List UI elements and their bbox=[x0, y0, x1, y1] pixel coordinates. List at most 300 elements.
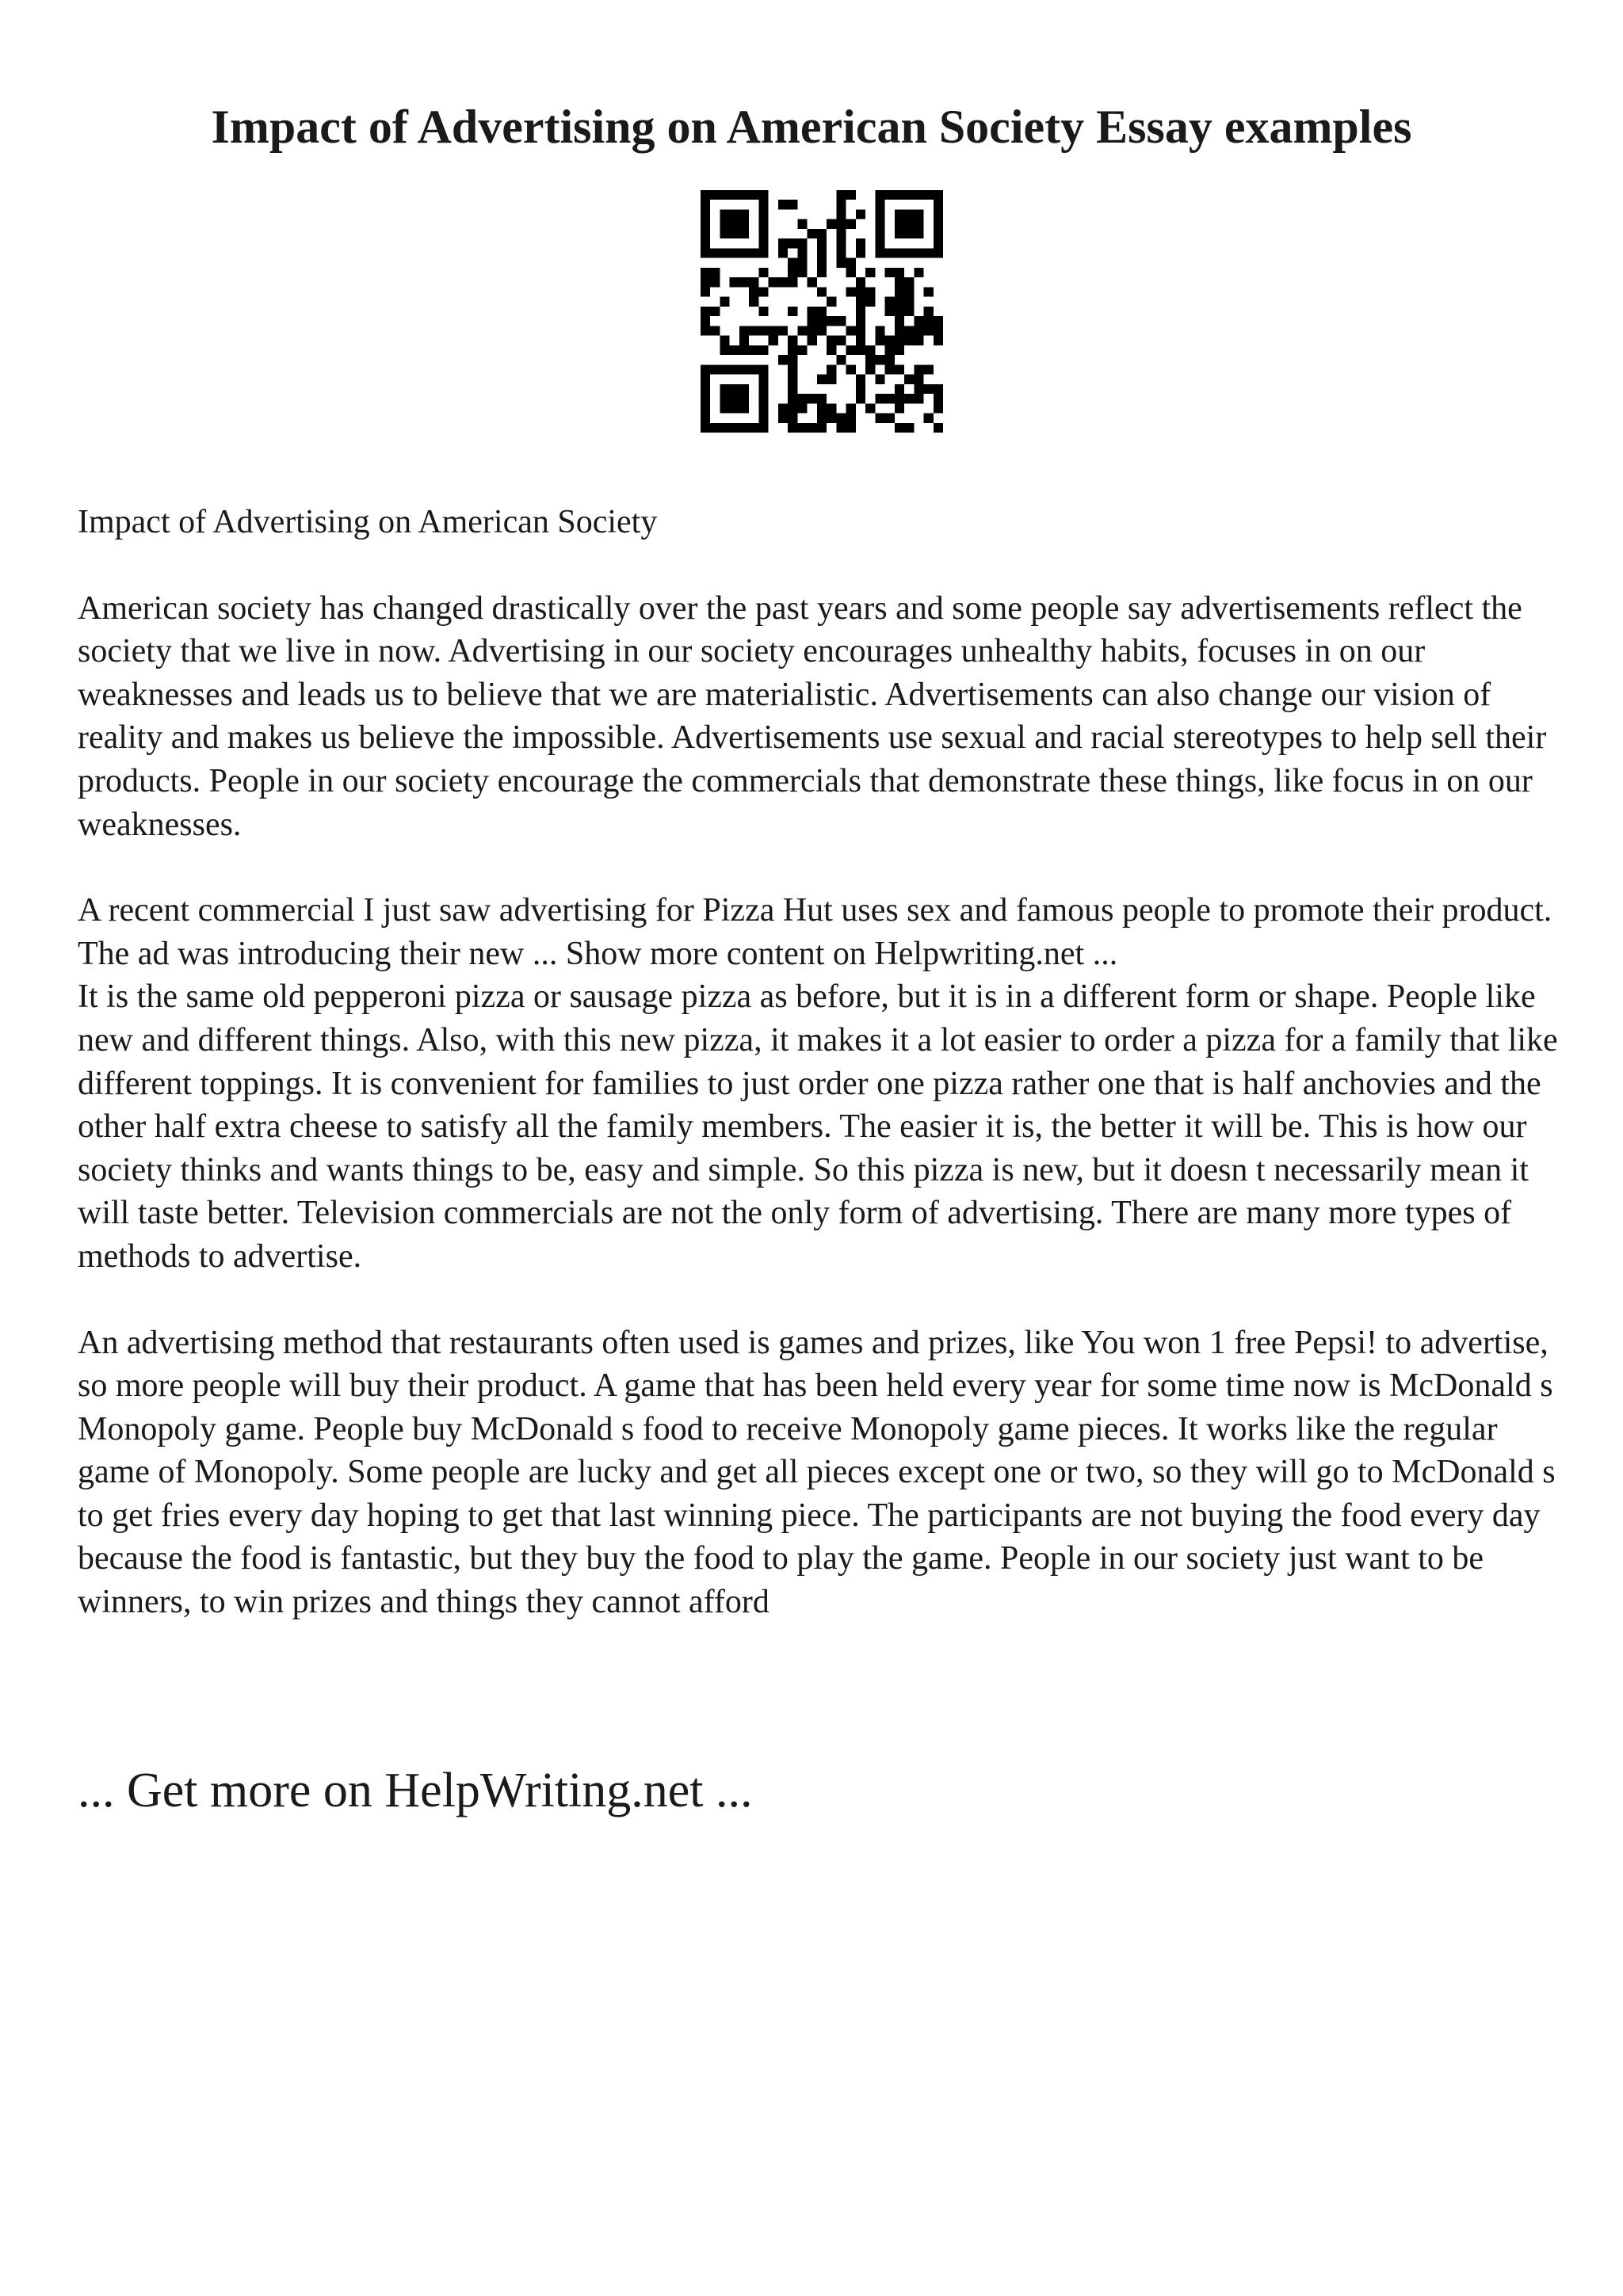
qr-module bbox=[875, 394, 884, 403]
qr-module bbox=[758, 268, 768, 277]
qr-module bbox=[788, 307, 797, 316]
qr-module bbox=[788, 345, 797, 355]
qr-module bbox=[778, 403, 788, 413]
qr-module bbox=[701, 307, 710, 316]
qr-module bbox=[856, 238, 865, 248]
qr-module bbox=[856, 394, 865, 403]
qr-module bbox=[895, 364, 904, 374]
qr-module bbox=[895, 384, 904, 394]
qr-module bbox=[808, 326, 817, 335]
qr-module bbox=[720, 403, 729, 413]
qr-module bbox=[836, 200, 846, 209]
qr-module bbox=[904, 375, 914, 384]
qr-module bbox=[836, 209, 846, 219]
qr-module bbox=[758, 219, 768, 229]
qr-module bbox=[758, 394, 768, 403]
qr-module bbox=[904, 277, 914, 287]
qr-module bbox=[701, 403, 710, 413]
qr-module bbox=[730, 277, 739, 287]
qr-module bbox=[749, 190, 758, 200]
paragraph: American society has changed drastically over the past years and some people say advertisements reflect the society that we live in now. Advertising in our society encourages unhealthy habits, focuses in on our weaknesses and leads us to believe that we are materialistic. Advertisements can also change our vision of reality and makes us believe the impossible. Advertisements use sexual and racial stereotypes to help sell their products. People in our society encourage the commercials that demonstrate these things, like focus in on our weaknesses. bbox=[78, 589, 1547, 843]
qr-module bbox=[875, 200, 884, 209]
qr-module bbox=[934, 248, 943, 257]
qr-module bbox=[817, 229, 827, 238]
qr-module bbox=[904, 336, 914, 345]
qr-module bbox=[856, 336, 865, 345]
qr-module bbox=[701, 375, 710, 384]
qr-module bbox=[778, 414, 788, 423]
qr-module bbox=[846, 403, 856, 413]
qr-module bbox=[730, 394, 739, 403]
qr-module bbox=[865, 268, 875, 277]
qr-module bbox=[836, 423, 846, 433]
qr-module bbox=[710, 364, 720, 374]
qr-module bbox=[778, 277, 788, 287]
qr-module bbox=[788, 268, 797, 277]
qr-module bbox=[788, 277, 797, 287]
qr-module bbox=[720, 229, 729, 238]
qr-module bbox=[797, 258, 807, 268]
qr-module bbox=[846, 364, 856, 374]
qr-module bbox=[788, 375, 797, 384]
qr-module bbox=[720, 248, 729, 257]
qr-module bbox=[739, 277, 749, 287]
qr-module bbox=[856, 384, 865, 394]
qr-module bbox=[788, 384, 797, 394]
qr-module bbox=[788, 258, 797, 268]
qr-module bbox=[895, 248, 904, 257]
qr-module bbox=[914, 209, 923, 219]
qr-module bbox=[817, 414, 827, 423]
qr-module bbox=[875, 375, 884, 384]
qr-module bbox=[934, 209, 943, 219]
qr-module bbox=[797, 345, 807, 355]
qr-module bbox=[788, 200, 797, 209]
qr-module bbox=[875, 229, 884, 238]
qr-module bbox=[758, 209, 768, 219]
qr-module bbox=[739, 190, 749, 200]
qr-module bbox=[817, 248, 827, 257]
qr-module bbox=[797, 268, 807, 277]
qr-module bbox=[856, 345, 865, 355]
qr-module bbox=[895, 277, 904, 287]
qr-module bbox=[875, 190, 884, 200]
qr-module bbox=[808, 316, 817, 326]
qr-module bbox=[924, 326, 934, 335]
qr-module bbox=[720, 394, 729, 403]
qr-module bbox=[797, 238, 807, 248]
qr-module bbox=[808, 336, 817, 345]
qr-module bbox=[739, 209, 749, 219]
qr-module bbox=[914, 268, 923, 277]
qr-module bbox=[895, 190, 904, 200]
qr-module bbox=[701, 277, 710, 287]
qr-module bbox=[934, 384, 943, 394]
qr-module bbox=[720, 190, 729, 200]
qr-module bbox=[749, 287, 758, 296]
qr-module bbox=[730, 229, 739, 238]
qr-module bbox=[827, 297, 836, 307]
qr-module bbox=[895, 307, 904, 316]
qr-module bbox=[895, 268, 904, 277]
qr-module bbox=[749, 423, 758, 433]
qr-module bbox=[720, 345, 729, 355]
qr-module bbox=[817, 268, 827, 277]
qr-module bbox=[914, 219, 923, 229]
qr-module bbox=[758, 345, 768, 355]
qr-module bbox=[924, 190, 934, 200]
qr-module bbox=[788, 403, 797, 413]
qr-module bbox=[701, 394, 710, 403]
qr-module bbox=[914, 190, 923, 200]
qr-module bbox=[836, 258, 846, 268]
qr-module bbox=[788, 364, 797, 374]
qr-module bbox=[836, 248, 846, 257]
paragraph: It is the same old pepperoni pizza or sausage pizza as before, but it is in a different form or shape. People like new and different things. Also, with this new pizza, it makes it a lot easier to order a pizza for a family that like different toppings. It is convenient for families to just order one pizza rather one that is half anchovies and the other half extra cheese to satisfy all the family members. The easier it is, the better it will be. This is how our society thinks and wants things to be, easy and simple. So this pizza is new, but it doesn t necessarily mean it will taste better. Television commercials are not the only form of advertising. There are many more types of methods to advertise. bbox=[78, 978, 1558, 1275]
qr-module bbox=[817, 403, 827, 413]
qr-module bbox=[934, 336, 943, 345]
qr-module bbox=[904, 326, 914, 335]
qr-module bbox=[720, 384, 729, 394]
qr-module bbox=[720, 219, 729, 229]
qr-module bbox=[875, 355, 884, 364]
qr-module bbox=[710, 248, 720, 257]
qr-module bbox=[739, 229, 749, 238]
qr-module bbox=[904, 229, 914, 238]
qr-module bbox=[914, 326, 923, 335]
qr-module bbox=[769, 326, 778, 335]
qr-module bbox=[710, 423, 720, 433]
qr-module bbox=[730, 209, 739, 219]
essay-subtitle: Impact of Advertising on American Society bbox=[78, 504, 658, 540]
qr-module bbox=[934, 190, 943, 200]
qr-module bbox=[701, 423, 710, 433]
qr-module bbox=[904, 248, 914, 257]
qr-module bbox=[730, 219, 739, 229]
paragraph: A recent commercial I just saw advertising for Pizza Hut uses sex and famous people to promote their product. The ad was introducing their new ... Show more content on Helpwriting.net ... bbox=[78, 892, 1552, 972]
qr-module bbox=[739, 364, 749, 374]
qr-module bbox=[885, 345, 895, 355]
qr-module bbox=[856, 316, 865, 326]
qr-module bbox=[808, 423, 817, 433]
qr-module bbox=[846, 258, 856, 268]
qr-module bbox=[934, 394, 943, 403]
qr-module bbox=[758, 287, 768, 296]
qr-module bbox=[827, 219, 836, 229]
qr-module bbox=[758, 403, 768, 413]
qr-module bbox=[701, 248, 710, 257]
qr-module bbox=[788, 355, 797, 364]
qr-module bbox=[856, 375, 865, 384]
qr-module bbox=[701, 190, 710, 200]
qr-module bbox=[934, 219, 943, 229]
qr-module bbox=[817, 287, 827, 296]
qr-module bbox=[895, 297, 904, 307]
qr-module bbox=[856, 287, 865, 296]
qr-module bbox=[865, 297, 875, 307]
qr-module bbox=[758, 238, 768, 248]
qr-module bbox=[827, 403, 836, 413]
qr-module bbox=[865, 287, 875, 296]
qr-module bbox=[904, 307, 914, 316]
qr-module bbox=[875, 238, 884, 248]
qr-module bbox=[856, 297, 865, 307]
qr-module bbox=[904, 297, 914, 307]
qr-module bbox=[934, 229, 943, 238]
qr-module bbox=[846, 190, 856, 200]
qr-module bbox=[934, 200, 943, 209]
qr-module bbox=[885, 190, 895, 200]
qr-module bbox=[885, 307, 895, 316]
qr-module bbox=[701, 414, 710, 423]
qr-module bbox=[856, 326, 865, 335]
qr-module bbox=[720, 364, 729, 374]
qr-module bbox=[875, 414, 884, 423]
qr-module bbox=[865, 403, 875, 413]
qr-module bbox=[827, 336, 836, 345]
qr-module bbox=[904, 423, 914, 433]
qr-module bbox=[769, 336, 778, 345]
qr-module bbox=[924, 307, 934, 316]
qr-module bbox=[895, 345, 904, 355]
qr-module bbox=[836, 219, 846, 229]
qr-module bbox=[846, 414, 856, 423]
qr-module bbox=[875, 326, 884, 335]
qr-module bbox=[865, 345, 875, 355]
qr-module bbox=[924, 414, 934, 423]
qr-module bbox=[885, 268, 895, 277]
qr-module bbox=[788, 423, 797, 433]
qr-module bbox=[710, 307, 720, 316]
qr-module bbox=[827, 364, 836, 374]
qr-module bbox=[788, 336, 797, 345]
qr-module bbox=[701, 384, 710, 394]
qr-module bbox=[904, 190, 914, 200]
qr-module bbox=[797, 248, 807, 257]
qr-module bbox=[817, 316, 827, 326]
qr-module bbox=[778, 248, 788, 257]
qr-module bbox=[856, 209, 865, 219]
qr-module bbox=[788, 414, 797, 423]
qr-module bbox=[836, 190, 846, 200]
qr-module bbox=[758, 200, 768, 209]
qr-code-graphic bbox=[701, 190, 943, 433]
qr-module bbox=[875, 219, 884, 229]
qr-module bbox=[758, 423, 768, 433]
essay-body bbox=[78, 501, 1568, 1667]
qr-module bbox=[836, 414, 846, 423]
qr-module bbox=[749, 277, 758, 287]
qr-module bbox=[808, 307, 817, 316]
qr-module bbox=[817, 326, 827, 335]
qr-module bbox=[758, 190, 768, 200]
qr-module bbox=[934, 423, 943, 433]
qr-module bbox=[924, 364, 934, 374]
qr-module bbox=[914, 336, 923, 345]
qr-module bbox=[730, 345, 739, 355]
get-more-link[interactable]: ... Get more on HelpWriting.net ... bbox=[78, 1764, 753, 1817]
qr-module bbox=[895, 229, 904, 238]
qr-module bbox=[701, 238, 710, 248]
qr-module bbox=[739, 326, 749, 335]
qr-module bbox=[778, 326, 788, 335]
qr-module bbox=[865, 355, 875, 364]
qr-module bbox=[827, 345, 836, 355]
qr-module bbox=[904, 219, 914, 229]
qr-module bbox=[710, 326, 720, 335]
qr-module bbox=[885, 394, 895, 403]
qr-module bbox=[739, 219, 749, 229]
qr-module bbox=[914, 316, 923, 326]
qr-module bbox=[758, 229, 768, 238]
qr-module bbox=[769, 277, 778, 287]
qr-module bbox=[808, 277, 817, 287]
qr-module bbox=[924, 384, 934, 394]
qr-module bbox=[788, 394, 797, 403]
qr-module bbox=[934, 238, 943, 248]
qr-module bbox=[827, 375, 836, 384]
qr-module bbox=[885, 364, 895, 374]
qr-module bbox=[875, 336, 884, 345]
qr-module bbox=[710, 277, 720, 287]
qr-module bbox=[701, 229, 710, 238]
qr-module bbox=[895, 316, 904, 326]
qr-module bbox=[817, 238, 827, 248]
qr-module bbox=[797, 394, 807, 403]
qr-module bbox=[914, 229, 923, 238]
qr-module bbox=[758, 326, 768, 335]
qr-module bbox=[749, 364, 758, 374]
qr-module bbox=[904, 209, 914, 219]
qr-module bbox=[914, 384, 923, 394]
qr-module bbox=[749, 326, 758, 335]
qr-module bbox=[758, 307, 768, 316]
qr-module bbox=[739, 423, 749, 433]
qr-module bbox=[846, 423, 856, 433]
qr-module bbox=[885, 248, 895, 257]
qr-module bbox=[749, 248, 758, 257]
qr-module bbox=[797, 326, 807, 335]
qr-module bbox=[739, 384, 749, 394]
qr-module bbox=[797, 403, 807, 413]
qr-module bbox=[856, 307, 865, 316]
qr-module bbox=[856, 277, 865, 287]
qr-module bbox=[914, 364, 923, 374]
qr-module bbox=[875, 209, 884, 219]
qr-module bbox=[739, 394, 749, 403]
qr-module bbox=[836, 355, 846, 364]
qr-module bbox=[749, 345, 758, 355]
qr-module bbox=[730, 384, 739, 394]
qr-module bbox=[701, 268, 710, 277]
qr-module bbox=[730, 364, 739, 374]
qr-module bbox=[914, 394, 923, 403]
qr-module bbox=[914, 375, 923, 384]
qr-module bbox=[846, 268, 856, 277]
qr-module bbox=[778, 238, 788, 248]
qr-module bbox=[730, 423, 739, 433]
qr-module bbox=[758, 414, 768, 423]
qr-module bbox=[924, 248, 934, 257]
qr-module bbox=[856, 248, 865, 257]
qr-module bbox=[817, 258, 827, 268]
qr-module bbox=[749, 297, 758, 307]
qr-module bbox=[797, 423, 807, 433]
qr-module bbox=[934, 326, 943, 335]
qr-module bbox=[701, 326, 710, 335]
qr-module bbox=[710, 268, 720, 277]
qr-module bbox=[827, 414, 836, 423]
qr-module bbox=[758, 375, 768, 384]
qr-module bbox=[730, 190, 739, 200]
qr-module bbox=[778, 355, 788, 364]
qr-module bbox=[836, 238, 846, 248]
qr-module bbox=[758, 248, 768, 257]
qr-module bbox=[720, 336, 729, 345]
qr-module bbox=[739, 345, 749, 355]
qr-module bbox=[846, 345, 856, 355]
qr-module bbox=[730, 248, 739, 257]
qr-module bbox=[720, 423, 729, 433]
qr-module bbox=[701, 219, 710, 229]
qr-module bbox=[846, 219, 856, 229]
qr-module bbox=[701, 200, 710, 209]
qr-module bbox=[836, 336, 846, 345]
qr-module bbox=[895, 403, 904, 413]
qr-module bbox=[875, 248, 884, 257]
qr-module bbox=[934, 403, 943, 413]
qr-module bbox=[895, 209, 904, 219]
qr-module bbox=[817, 375, 827, 384]
qr-module bbox=[808, 394, 817, 403]
qr-module bbox=[885, 355, 895, 364]
qr-module bbox=[895, 394, 904, 403]
qr-module bbox=[895, 423, 904, 433]
qr-module bbox=[895, 336, 904, 345]
qr-module bbox=[701, 209, 710, 219]
qr-module bbox=[720, 297, 729, 307]
qr-module bbox=[885, 414, 895, 423]
qr-module bbox=[739, 403, 749, 413]
qr-module bbox=[924, 316, 934, 326]
qr-module bbox=[701, 364, 710, 374]
qr-module bbox=[817, 394, 827, 403]
qr-module bbox=[827, 316, 836, 326]
qr-module bbox=[808, 229, 817, 238]
qr-module bbox=[739, 248, 749, 257]
qr-module bbox=[895, 326, 904, 335]
qr-module bbox=[895, 287, 904, 296]
qr-module bbox=[730, 403, 739, 413]
qr-module bbox=[739, 336, 749, 345]
qr-module bbox=[817, 307, 827, 316]
qr-module bbox=[895, 219, 904, 229]
qr-module bbox=[797, 219, 807, 229]
qr-module bbox=[701, 316, 710, 326]
qr-module bbox=[904, 394, 914, 403]
qr-module bbox=[885, 297, 895, 307]
document-title: Impact of Advertising on American Society Essay examples bbox=[211, 101, 1412, 153]
qr-module bbox=[836, 229, 846, 238]
qr-module bbox=[758, 384, 768, 394]
qr-module bbox=[914, 248, 923, 257]
qr-module bbox=[720, 209, 729, 219]
qr-module bbox=[924, 287, 934, 296]
paragraph: An advertising method that restaurants often used is games and prizes, like You won 1 free Pepsi! to advertise, so more people will buy their product. A game that has been held every year for some time now is McDonald s Monopoly game. People buy McDonald s food to receive Monopoly game pieces. It works like the regular game of Monopoly. Some people are lucky and get all pieces except one or two, so they will go to McDonald s to get fries every day hoping to get that last winning piece. The participants are not buying the food every day because the food is fantastic, but they buy the food to play the game. People in our society just want to be winners, to win prizes and things they cannot afford bbox=[78, 1324, 1556, 1621]
qr-module bbox=[865, 364, 875, 374]
qr-module bbox=[817, 423, 827, 433]
qr-module bbox=[904, 287, 914, 296]
